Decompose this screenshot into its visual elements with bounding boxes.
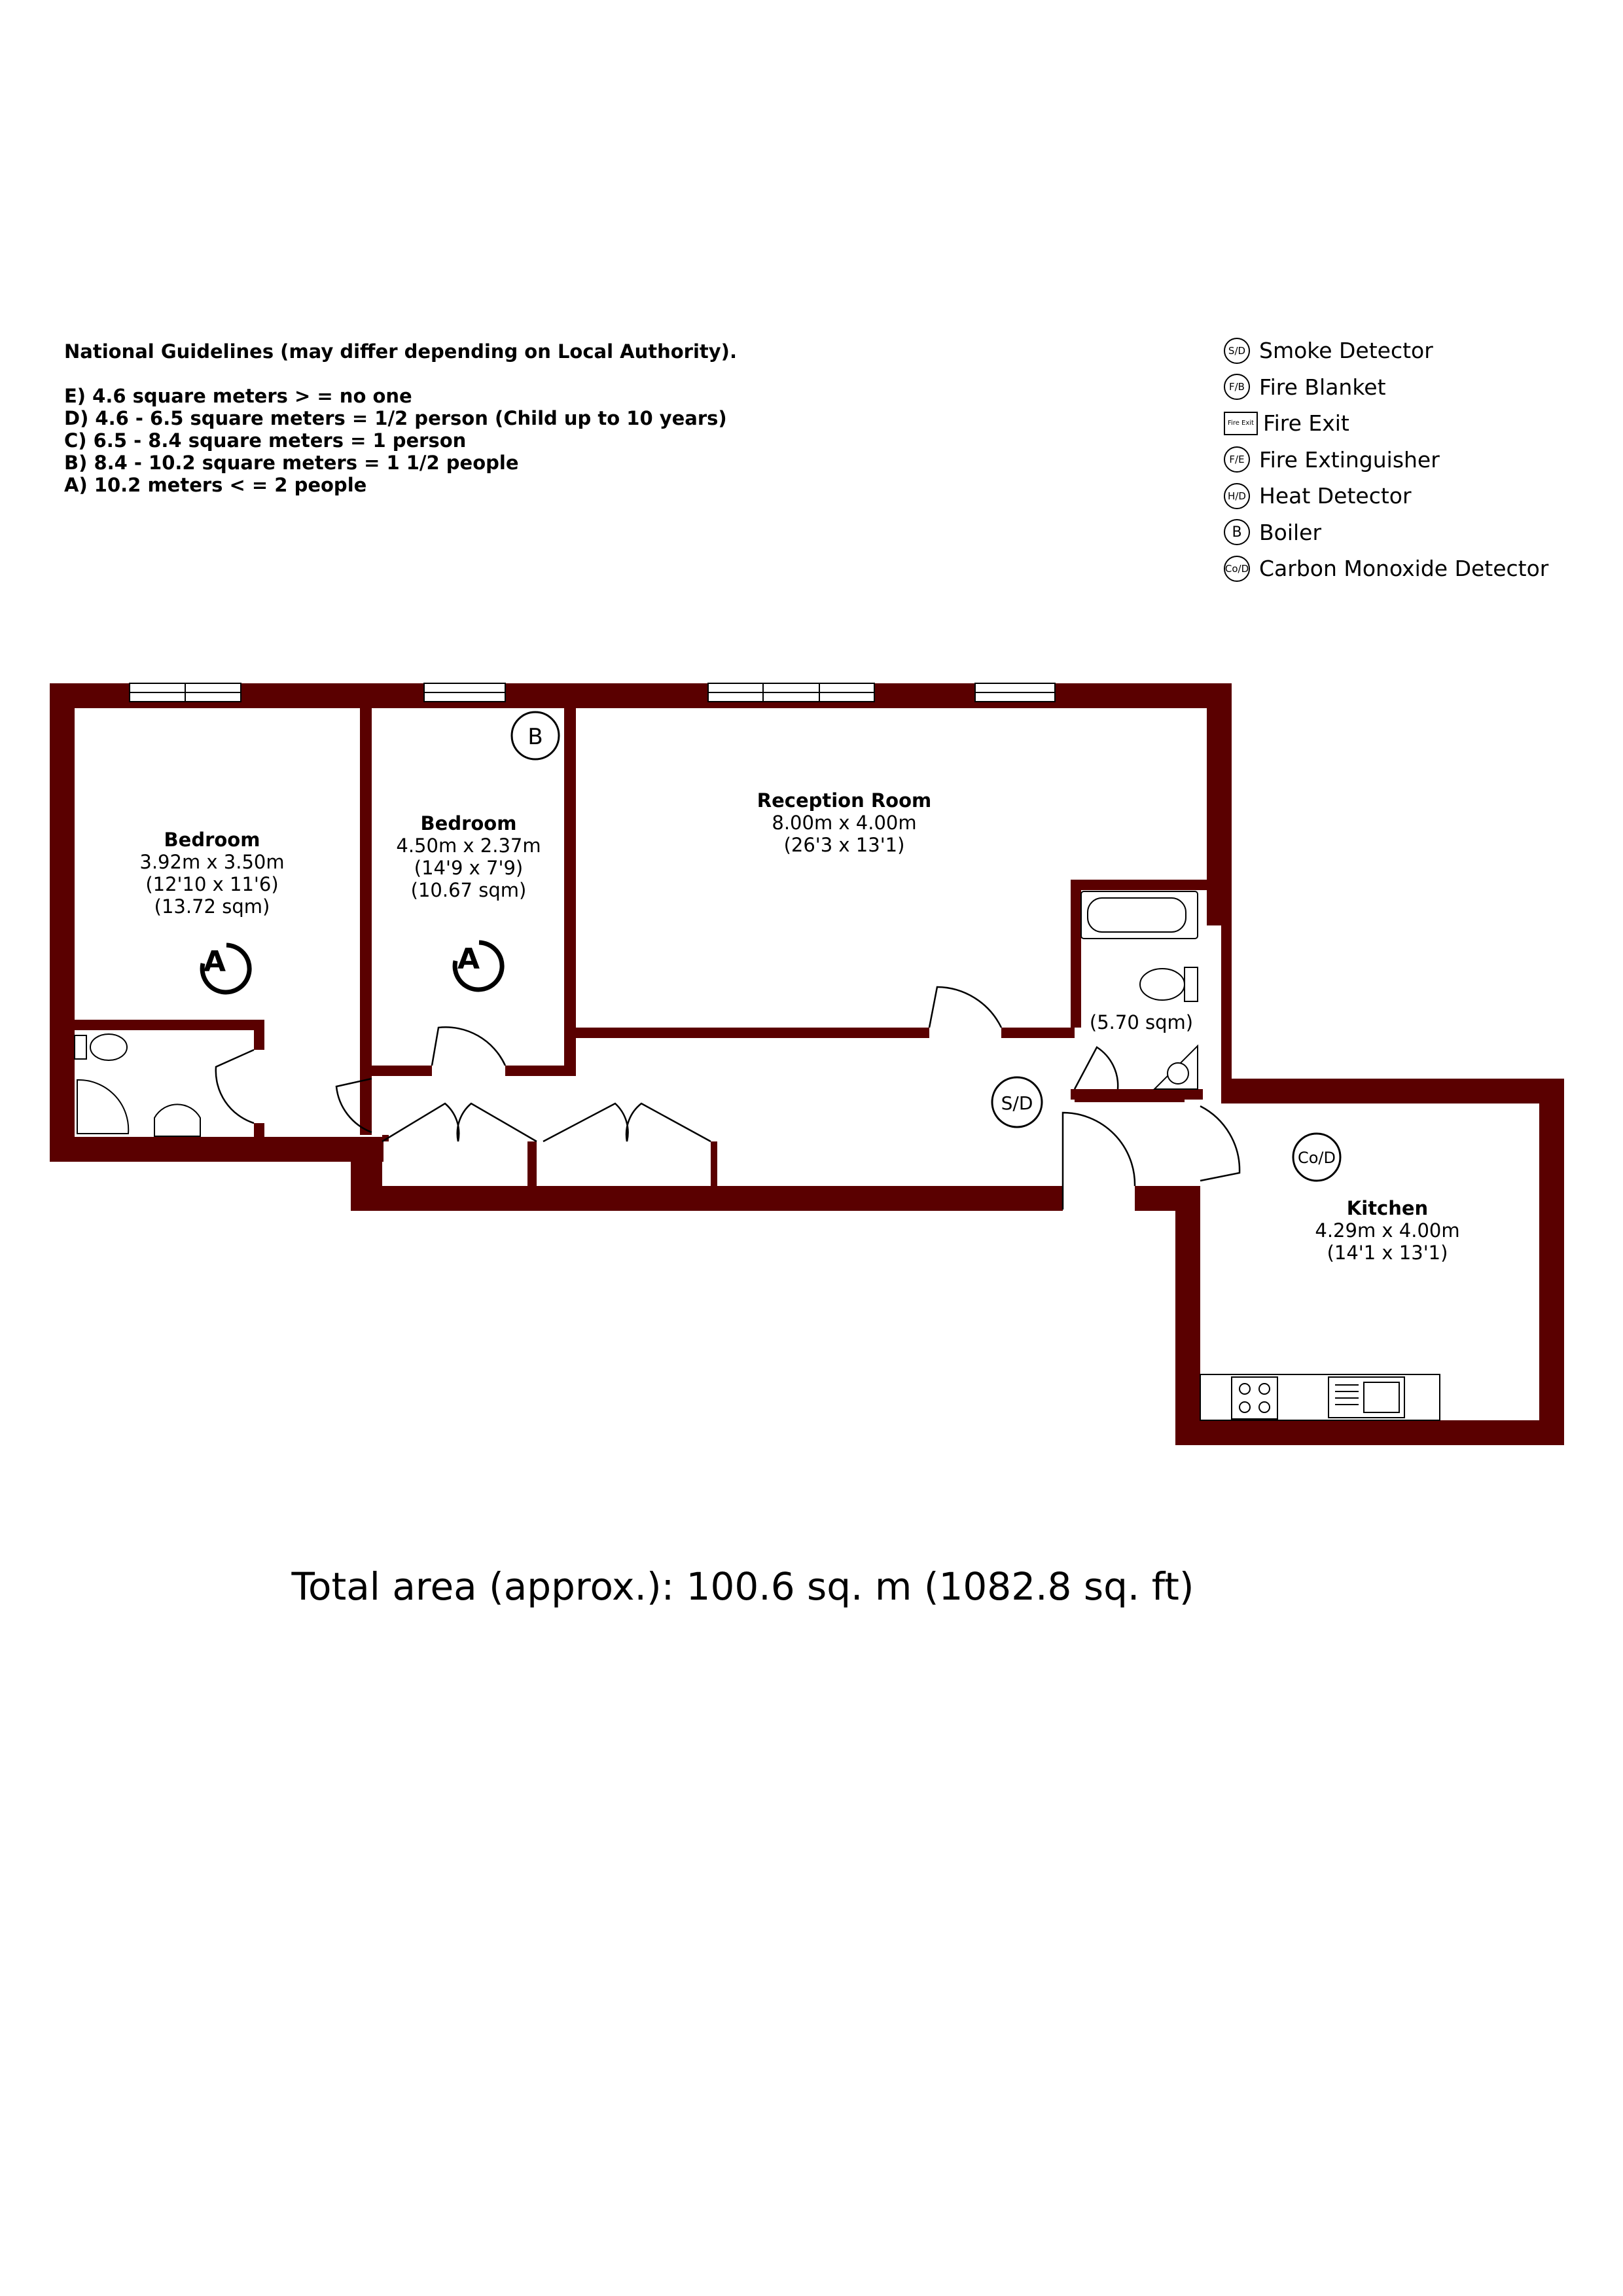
guideline-d: D) 4.6 - 6.5 square meters = 1/2 person (Child up to 10 years) bbox=[64, 407, 727, 429]
legend-label: Heat Detector bbox=[1259, 483, 1412, 509]
heat-detector-icon: H/D bbox=[1224, 483, 1250, 509]
door-kitchen bbox=[1200, 1106, 1240, 1181]
boiler-label: B bbox=[527, 724, 543, 750]
wall-cupboard-3 bbox=[711, 1141, 717, 1187]
room-imperial: (12'10 x 11'6) bbox=[145, 873, 279, 895]
wall-bath-left bbox=[1071, 880, 1081, 1028]
room-dims: 3.92m x 3.50m bbox=[139, 851, 285, 873]
wall-reception-bottom-a bbox=[576, 1028, 929, 1038]
boiler-icon: B bbox=[1224, 519, 1250, 545]
wall-ensuite-right-a bbox=[254, 1020, 264, 1050]
room-name: Reception Room bbox=[757, 789, 932, 812]
smoke-detector-icon: S/D bbox=[1224, 338, 1250, 364]
room-imperial: (26'3 x 13'1) bbox=[783, 834, 905, 856]
wall-ensuite-right-b bbox=[254, 1123, 264, 1137]
door-ensuite bbox=[216, 1050, 254, 1123]
wall-cupboard-1 bbox=[376, 1141, 382, 1187]
fire-extinguisher-icon: F/E bbox=[1224, 446, 1250, 473]
guidelines-title: National Guidelines (may differ depending on Local Authority). bbox=[64, 340, 737, 363]
wall-kitchen-left bbox=[1175, 1186, 1200, 1445]
wall-corridor-bottom bbox=[351, 1186, 1063, 1211]
co-detector-icon: Co/D bbox=[1224, 556, 1250, 582]
wall-reception-bottom-b bbox=[1001, 1028, 1075, 1038]
wall-bottom-left bbox=[50, 1137, 383, 1162]
wall-bath-right bbox=[1221, 880, 1232, 1090]
rating-badge-bedroom1 bbox=[202, 945, 249, 992]
door-cupboard bbox=[382, 1103, 537, 1141]
room-dims: 8.00m x 4.00m bbox=[772, 812, 917, 834]
room-dims: 4.29m x 4.00m bbox=[1315, 1219, 1460, 1242]
rating-letter: A bbox=[203, 945, 226, 978]
guideline-a: A) 10.2 meters < = 2 people bbox=[64, 474, 367, 496]
door-cupboard bbox=[543, 1103, 711, 1141]
wall-ensuite-top bbox=[75, 1020, 264, 1030]
hob bbox=[1232, 1377, 1277, 1419]
rating-letter: A bbox=[457, 942, 480, 976]
fire-blanket-icon: F/B bbox=[1224, 374, 1250, 400]
wall-bath-top bbox=[1071, 880, 1232, 890]
door-bathroom bbox=[1075, 1047, 1118, 1089]
basin bbox=[154, 1104, 200, 1136]
legend-label: Fire Exit bbox=[1263, 410, 1349, 437]
room-name: Kitchen bbox=[1346, 1197, 1429, 1219]
wall-corridor-kitchen bbox=[1075, 1089, 1185, 1102]
door-bedroom2 bbox=[432, 1027, 505, 1066]
smoke-detector-marker bbox=[992, 1077, 1042, 1127]
room-imperial: (14'1 x 13'1) bbox=[1327, 1242, 1448, 1264]
legend-label: Carbon Monoxide Detector bbox=[1259, 556, 1549, 582]
wall-partition-bed1 bbox=[360, 683, 372, 1135]
legend-label: Boiler bbox=[1259, 519, 1322, 545]
guideline-b: B) 8.4 - 10.2 square meters = 1 1/2 people bbox=[64, 452, 519, 474]
guideline-e: E) 4.6 square meters > = no one bbox=[64, 385, 412, 407]
co-detector-marker bbox=[1293, 1134, 1340, 1181]
legend-label: Fire Extinguisher bbox=[1259, 446, 1440, 473]
toilet bbox=[90, 1034, 127, 1060]
door-reception bbox=[929, 987, 1001, 1028]
rating-badge-bedroom2 bbox=[455, 942, 502, 990]
wall-bed2-bottom-a bbox=[372, 1066, 432, 1076]
boiler-marker bbox=[512, 712, 559, 759]
total-area: Total area (approx.): 100.6 sq. m (1082.8 sq. ft) bbox=[291, 1564, 1194, 1609]
door-front bbox=[1063, 1113, 1135, 1210]
wall-bed2-bottom-b bbox=[505, 1066, 576, 1076]
wall-kitchen-right bbox=[1539, 1079, 1564, 1445]
guideline-c: C) 6.5 - 8.4 square meters = 1 person bbox=[64, 429, 467, 452]
legend-label: Smoke Detector bbox=[1259, 338, 1433, 364]
legend-label: Fire Blanket bbox=[1259, 374, 1386, 400]
shower-tray bbox=[77, 1080, 128, 1134]
room-imperial: (14'9 x 7'9) bbox=[414, 857, 524, 879]
smoke-detector-label: S/D bbox=[1001, 1092, 1033, 1114]
fire-exit-icon: Fire Exit bbox=[1224, 412, 1258, 435]
room-area: (10.67 sqm) bbox=[410, 879, 527, 901]
toilet bbox=[1140, 969, 1185, 1000]
wall-kitchen-top bbox=[1221, 1079, 1564, 1103]
room-name: Bedroom bbox=[164, 829, 260, 851]
room-dims: 4.50m x 2.37m bbox=[396, 834, 541, 857]
wall-cupboard-2 bbox=[527, 1141, 537, 1187]
co-detector-label: Co/D bbox=[1297, 1149, 1336, 1167]
room-name: Bedroom bbox=[420, 812, 517, 834]
wall-left bbox=[50, 683, 75, 1161]
wall-partition-bed2 bbox=[564, 683, 576, 1076]
room-area: (13.72 sqm) bbox=[154, 895, 270, 918]
wall-kitchen-bottom bbox=[1175, 1420, 1564, 1445]
room-area: (5.70 sqm) bbox=[1089, 1011, 1194, 1033]
